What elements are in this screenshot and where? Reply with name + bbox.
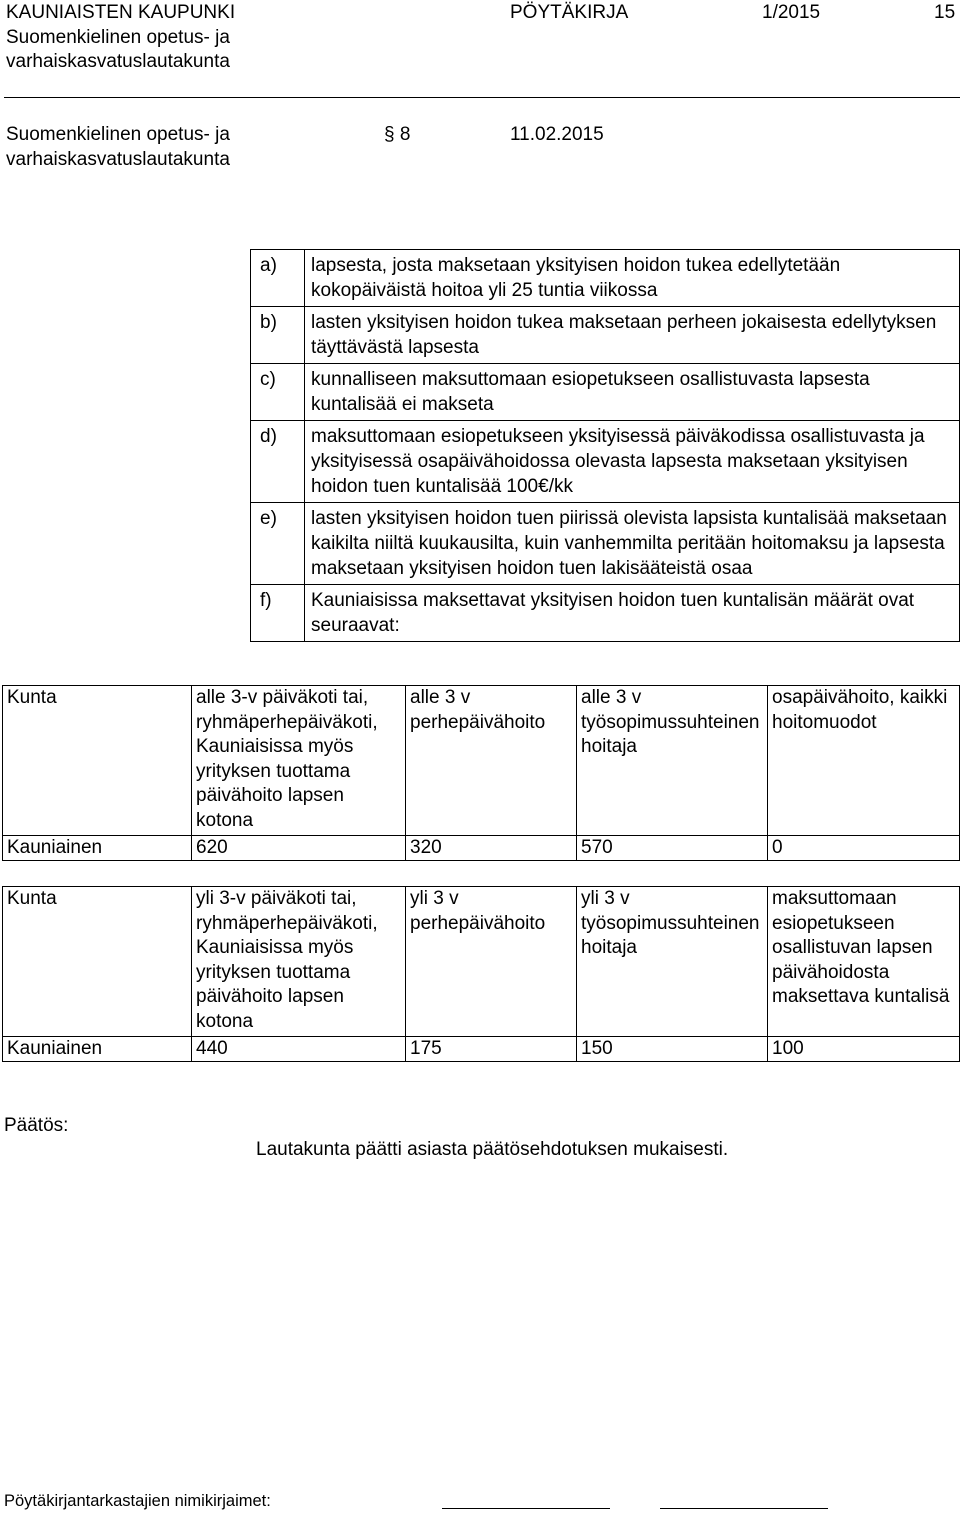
header-cell-municipality: Kunta [3,887,192,1037]
condition-letter: e) [251,503,305,585]
header-organization: KAUNIAISTEN KAUPUNKI Suomenkielinen opetus- ja varhaiskasvatuslautakunta [6,2,236,72]
condition-row [251,250,960,307]
table-header-row [3,887,960,1037]
section-organization: Suomenkielinen opetus- ja varhaiskasvatuslautakunta [6,124,230,170]
condition-text: lasten yksityisen hoidon tukea maksetaan perheen jokaisesta edellytyksen täyttävästä lapsesta [305,307,960,364]
decision-label: Päätös: [4,1115,69,1136]
supplement-table-over-3 [2,886,960,1062]
cell-value: 620 [192,835,406,861]
signature-label: Pöytäkirjantarkastajien nimikirjaimet: [4,1492,271,1510]
condition-letter: b) [251,307,305,364]
condition-text: Kauniaisissa maksettavat yksityisen hoidon tuen kuntalisän määrät ovat seuraavat: [305,585,960,642]
condition-text: lasten yksityisen hoidon tuen piirissä olevista lapsista kuntalisää maksetaan kaikilta niiltä kuukausilta, kuin vanhemmilta peritään hoitomaksu ja lapsesta maksetaan yksityisen hoidon tuen lakisääteistä osaa [305,503,960,585]
cell-municipality: Kauniainen [3,835,192,861]
condition-row [251,307,960,364]
table-row [3,835,960,861]
page-number: 15 [934,2,956,23]
condition-row [251,585,960,642]
supplement-table-under-3 [2,685,960,861]
signature-line [660,1508,828,1509]
document-number: 1/2015 [762,2,821,23]
header-divider [4,97,960,98]
condition-row [251,503,960,585]
cell-value: 320 [406,835,577,861]
header-cell-preschool: maksuttomaan esiopetukseen osallistuvan lapsen päivähoidosta maksettava kuntalisä [768,887,960,1037]
document-type: PÖYTÄKIRJA [510,2,629,23]
header-cell-daycare: alle 3-v päiväkoti tai, ryhmäperhepäiväkoti, Kauniaisissa myös yrityksen tuottama päivähoito lapsen kotona [192,686,406,836]
header-cell-employed-carer: yli 3 v työsopimussuhteinen hoitaja [577,887,768,1037]
section-paragraph: § 8 [384,124,411,145]
table-header-row [3,686,960,836]
header-cell-employed-carer: alle 3 v työsopimussuhteinen hoitaja [577,686,768,836]
cell-value: 100 [768,1036,960,1062]
header-cell-part-time: osapäivähoito, kaikki hoitomuodot [768,686,960,836]
cell-value: 175 [406,1036,577,1062]
cell-value: 440 [192,1036,406,1062]
conditions-table [250,249,960,642]
header-cell-daycare: yli 3-v päiväkoti tai, ryhmäperhepäiväkoti, Kauniaisissa myös yrityksen tuottama päivähoito lapsen kotona [192,887,406,1037]
condition-letter: f) [251,585,305,642]
decision-text: Lautakunta päätti asiasta päätösehdotuksen mukaisesti. [256,1139,729,1160]
condition-row [251,364,960,421]
condition-text: maksuttomaan esiopetukseen yksityisessä päiväkodissa osallistuvasta ja yksityisessä osapäivähoidossa olevasta lapsesta maksetaan yksityisen hoidon tuen kuntalisää 100€/kk [305,421,960,503]
header-cell-family-daycare: alle 3 v perhepäivähoito [406,686,577,836]
header-cell-municipality: Kunta [3,686,192,836]
cell-municipality: Kauniainen [3,1036,192,1062]
header-cell-family-daycare: yli 3 v perhepäivähoito [406,887,577,1037]
cell-value: 150 [577,1036,768,1062]
table-row [3,1036,960,1062]
condition-letter: c) [251,364,305,421]
cell-value: 570 [577,835,768,861]
condition-text: lapsesta, josta maksetaan yksityisen hoidon tukea edellytetään kokopäiväistä hoitoa yli 25 tuntia viikossa [305,250,960,307]
condition-letter: a) [251,250,305,307]
condition-row [251,421,960,503]
signature-line [442,1508,610,1509]
condition-text: kunnalliseen maksuttomaan esiopetukseen osallistuvasta lapsesta kuntalisää ei makseta [305,364,960,421]
cell-value: 0 [768,835,960,861]
section-date: 11.02.2015 [510,124,604,145]
condition-letter: d) [251,421,305,503]
